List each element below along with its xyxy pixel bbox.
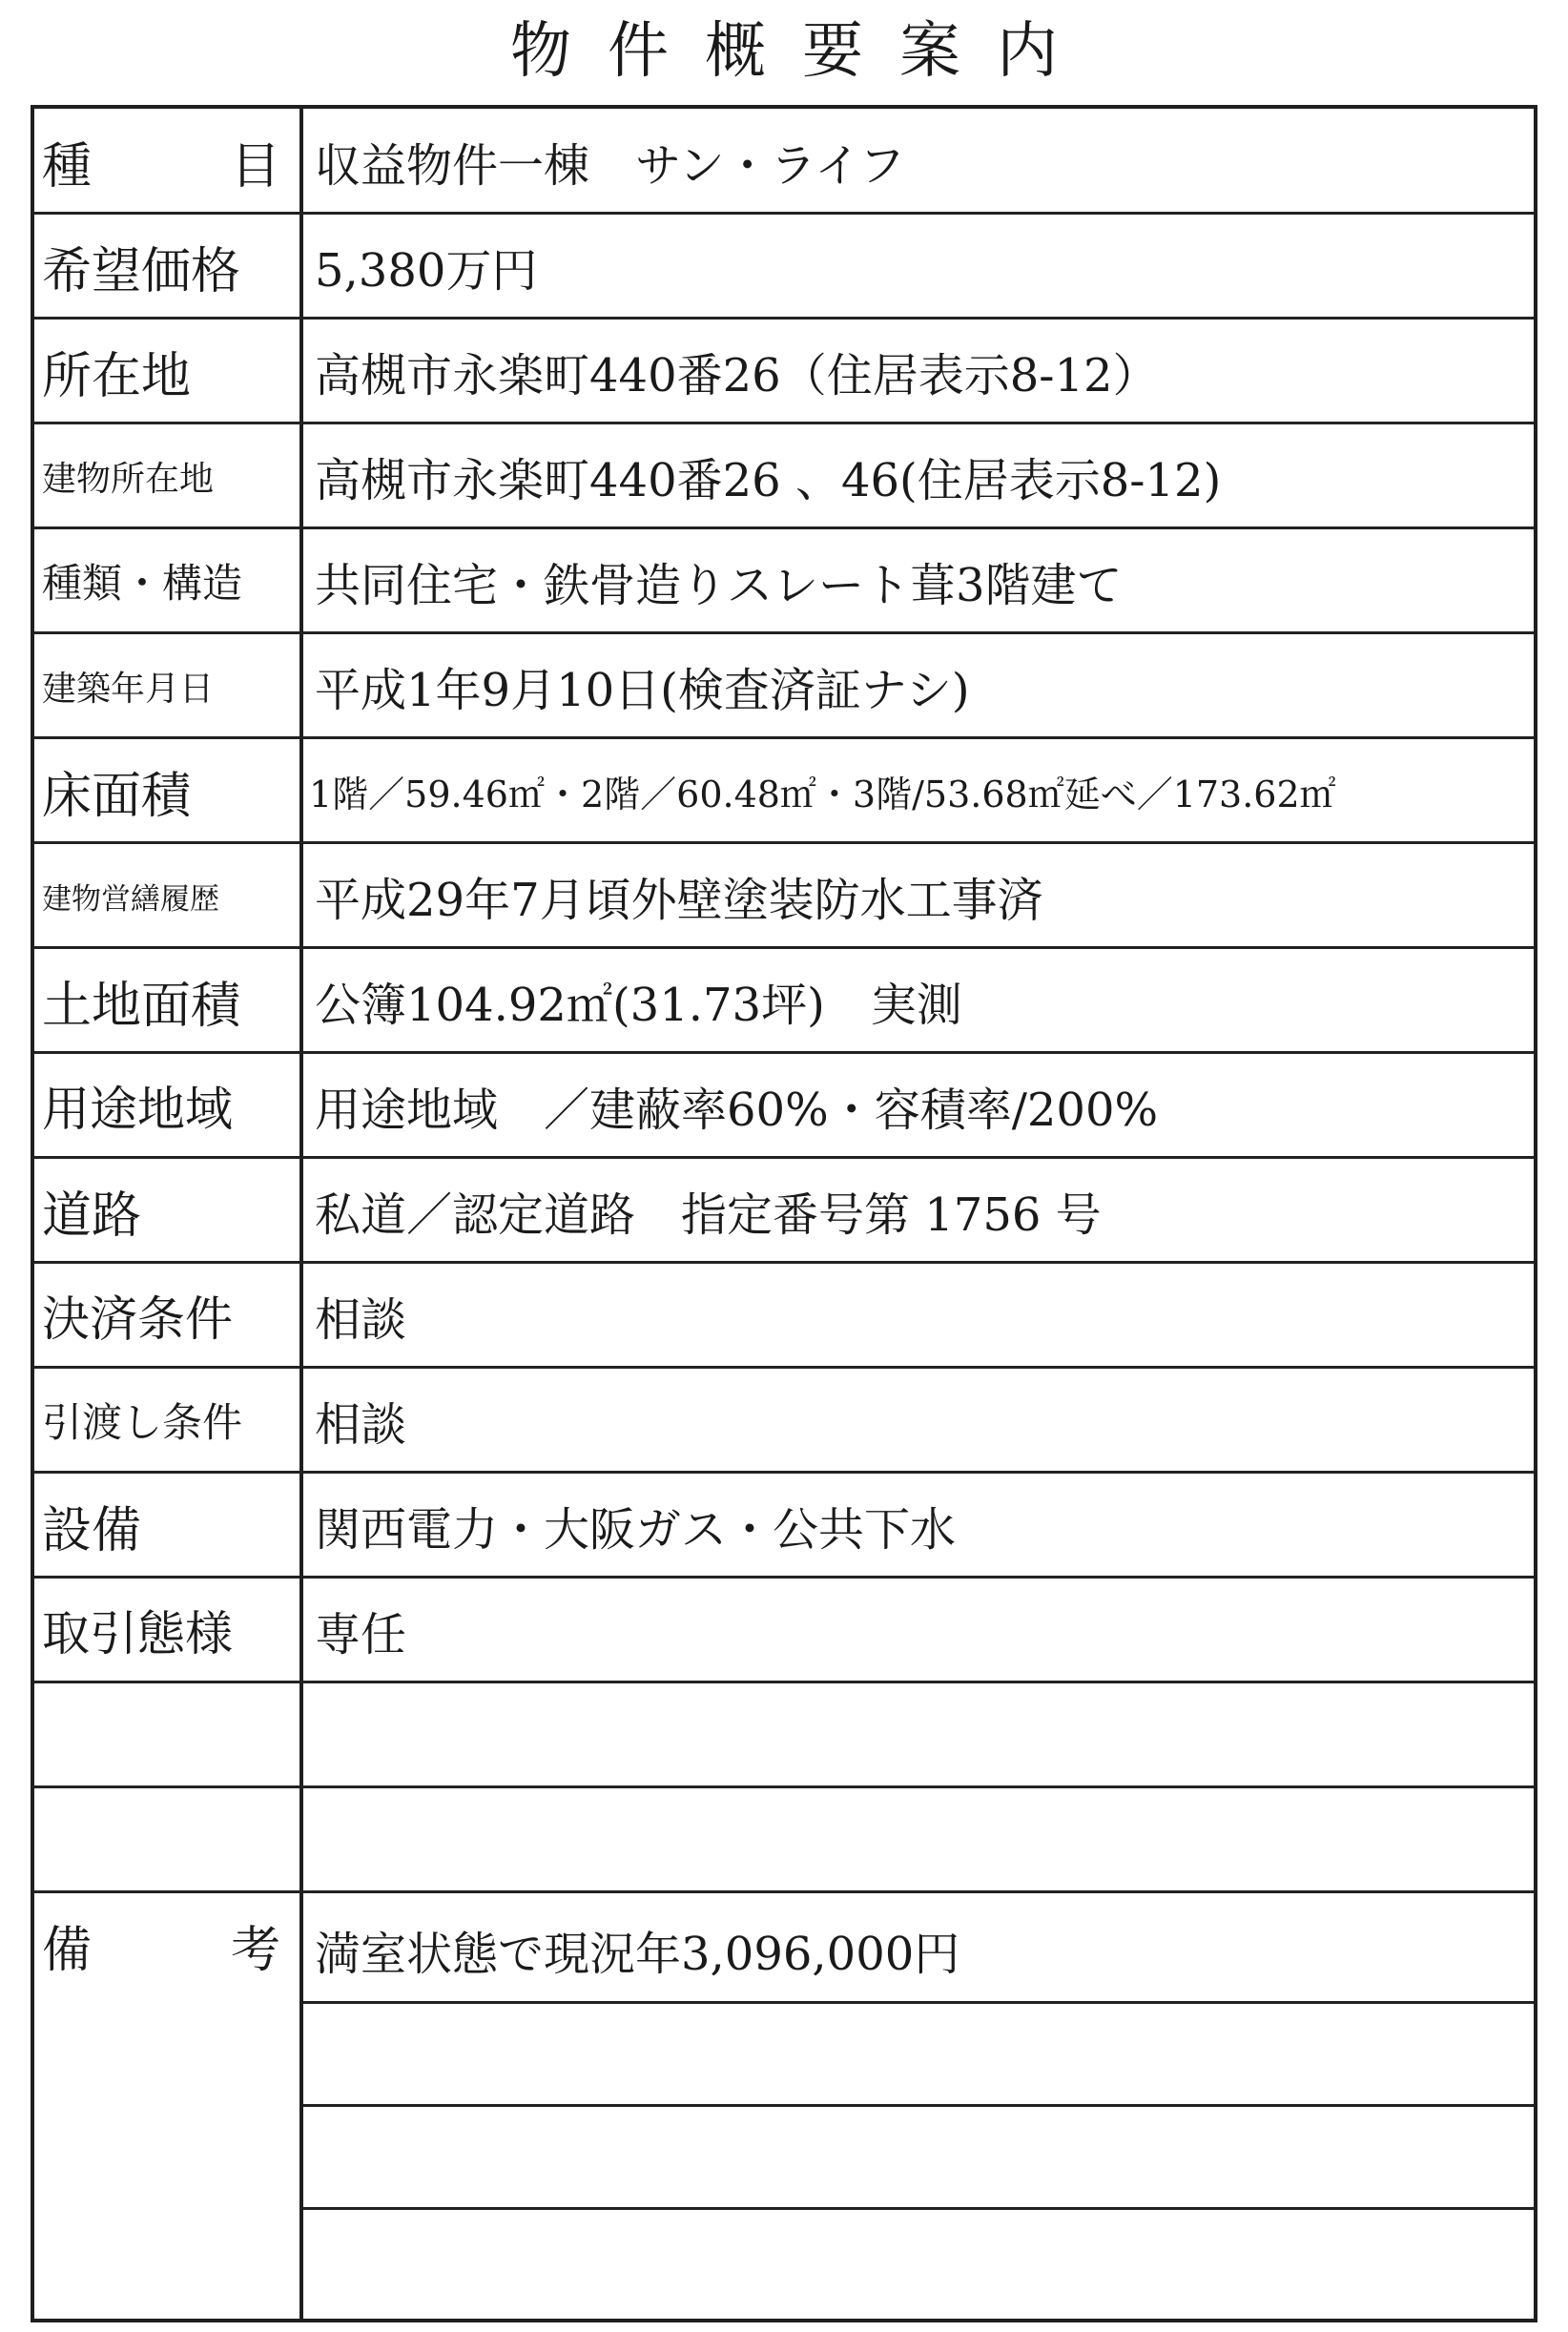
row-value: 関西電力・大阪ガス・公共下水 — [315, 1502, 957, 1557]
row-divider — [34, 1261, 1534, 1264]
table-row-type — [34, 109, 1534, 214]
row-label: 建物所在地 — [34, 423, 303, 528]
row-divider — [34, 526, 1534, 529]
table-row-building-location — [34, 423, 1534, 528]
row-value: 相談 — [315, 1397, 407, 1452]
table-row-facilities — [34, 1473, 1534, 1578]
row-label: 所在地 — [34, 319, 303, 423]
property-summary-table — [31, 105, 1537, 2322]
row-divider — [34, 1681, 1534, 1683]
table-row-settlement — [34, 1263, 1534, 1368]
row-value-empty — [303, 1682, 1534, 1787]
row-value: 満室状態で現況年3,096,000円 — [315, 1928, 960, 1981]
row-divider — [34, 841, 1534, 844]
row-divider — [34, 317, 1534, 320]
table-row-transaction-type — [34, 1578, 1534, 1682]
row-label: 希望価格 — [34, 214, 303, 319]
row-label: 床面積 — [34, 738, 303, 843]
row-value: 公簿104.92㎡(31.73坪) 実測 — [315, 978, 962, 1032]
row-divider — [34, 422, 1534, 424]
row-divider — [34, 1890, 1534, 1893]
row-label-empty — [34, 1682, 303, 1787]
row-value: 相談 — [315, 1292, 407, 1347]
table-row-zoning — [34, 1053, 1534, 1158]
table-row-repair-history — [34, 843, 1534, 948]
row-value: 高槻市永楽町440番26（住居表示8-12） — [315, 348, 1159, 402]
row-divider — [34, 946, 1534, 949]
table-row-road — [34, 1158, 1534, 1263]
row-label: 取引態様 — [34, 1578, 303, 1682]
row-value: 用途地域 ／建蔽率60%・容積率/200% — [315, 1083, 1159, 1137]
row-divider — [34, 1576, 1534, 1579]
row-value: 平成1年9月10日(検査済証ナシ) — [315, 663, 970, 717]
row-label: 土地面積 — [34, 948, 303, 1053]
label-char: 目 — [230, 137, 280, 196]
label-char: 備 — [42, 1922, 93, 1979]
table-row-location — [34, 319, 1534, 423]
row-divider — [34, 212, 1534, 215]
row-label: 建物営繕履歴 — [34, 843, 303, 948]
table-row-empty — [34, 1787, 1534, 1892]
row-value: 専任 — [315, 1607, 407, 1661]
row-label: 種類・構造 — [34, 528, 303, 633]
label-char: 考 — [230, 1922, 280, 1979]
row-divider — [34, 631, 1534, 634]
row-value: 5,380万円 — [315, 243, 538, 298]
row-label — [34, 1892, 303, 2322]
document-title: 物件概要案内 — [510, 16, 1094, 87]
table-row-floor-area — [34, 738, 1534, 843]
table-row-structure — [34, 528, 1534, 633]
row-divider — [34, 1785, 1534, 1788]
table-row-price — [34, 214, 1534, 319]
table-row-land-area — [34, 948, 1534, 1053]
remarks-line — [303, 2104, 1534, 2107]
row-value: 私道／認定道路 指定番号第 1756 号 — [315, 1187, 1102, 1242]
remarks-line — [303, 2207, 1534, 2210]
row-value: 平成29年7月頃外壁塗装防水工事済 — [315, 873, 1043, 927]
row-label — [34, 109, 303, 214]
row-label-empty — [34, 1787, 303, 1892]
row-divider — [34, 736, 1534, 739]
row-divider — [34, 1366, 1534, 1369]
row-value: 1階／59.46㎡・2階／60.48㎡・3階/53.68㎡延べ／173.62㎡ — [309, 773, 1336, 815]
row-value-empty — [303, 1787, 1534, 1892]
table-row-built-date — [34, 633, 1534, 738]
remarks-line — [303, 2001, 1534, 2004]
row-divider — [34, 1471, 1534, 1474]
table-row-remarks — [34, 1892, 1534, 2322]
table-row-empty — [34, 1682, 1534, 1787]
row-label: 用途地域 — [34, 1053, 303, 1158]
row-label: 引渡し条件 — [34, 1368, 303, 1473]
row-divider — [34, 1156, 1534, 1159]
row-label: 建築年月日 — [34, 633, 303, 738]
row-divider — [34, 1051, 1534, 1054]
row-value: 共同住宅・鉄骨造りスレート葺3階建て — [315, 558, 1123, 612]
row-label: 決済条件 — [34, 1263, 303, 1368]
table-row-handover — [34, 1368, 1534, 1473]
row-value: 収益物件一棟 サン・ライフ — [315, 138, 905, 193]
label-char: 種 — [42, 137, 93, 196]
row-label: 設備 — [34, 1473, 303, 1578]
row-value: 高槻市永楽町440番26 、46(住居表示8-12) — [315, 453, 1222, 507]
row-label: 道路 — [34, 1158, 303, 1263]
